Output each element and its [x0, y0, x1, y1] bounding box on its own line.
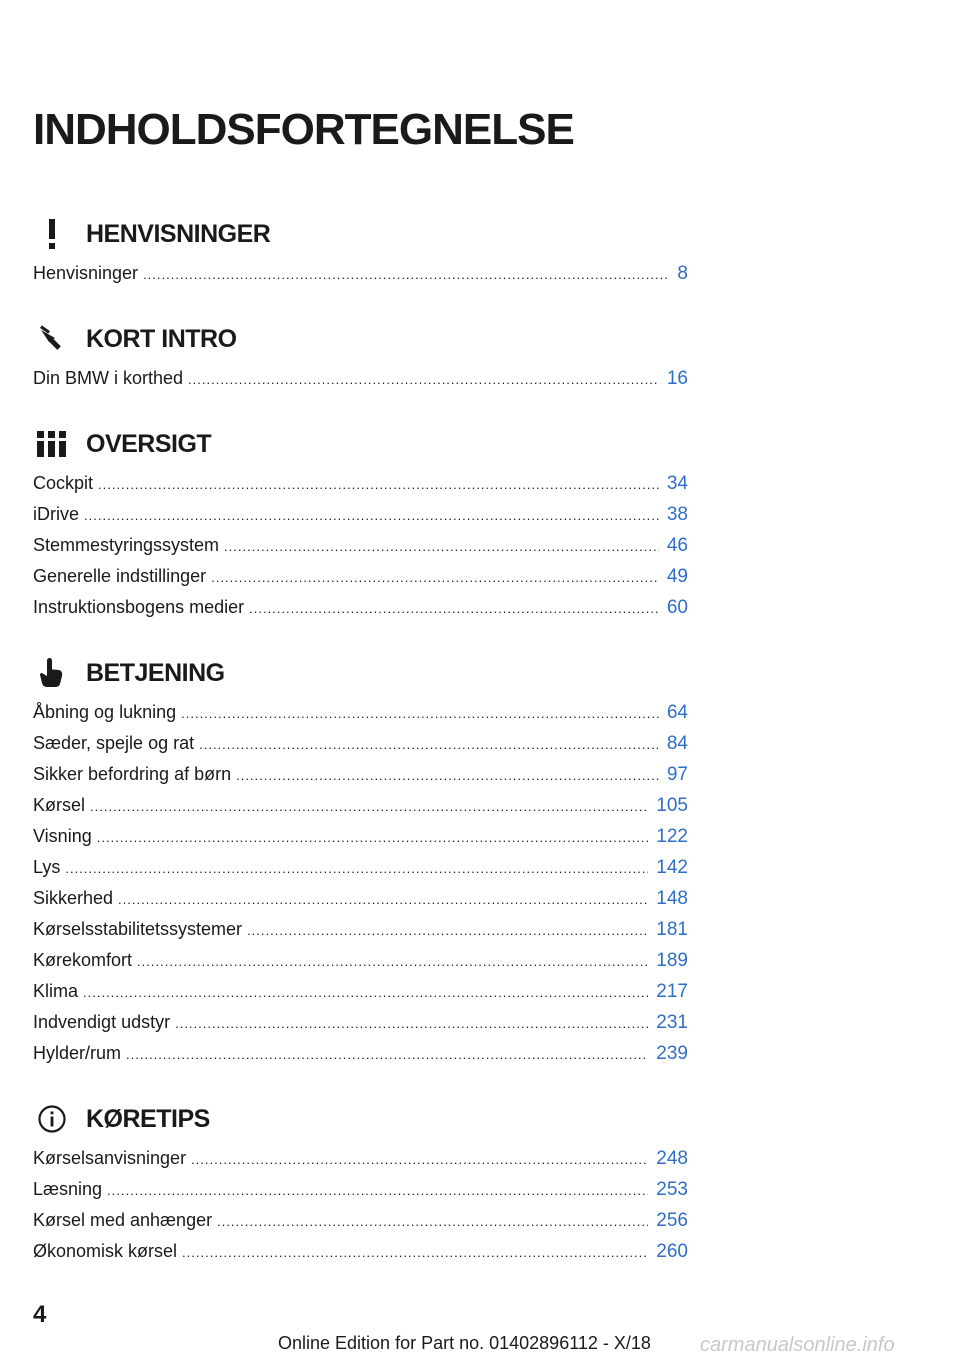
toc-entry-page[interactable]: 16 [666, 368, 688, 389]
toc-entry-page[interactable]: 181 [656, 919, 688, 940]
toc-entry-label: Åbning og lukning [33, 702, 177, 722]
car-front-icon [33, 321, 71, 357]
toc-entry[interactable] [33, 852, 688, 883]
section-title: OVERSIGT [86, 429, 212, 458]
toc-entry-label: Kørsel med anhænger [33, 1210, 213, 1230]
section-oversigt [33, 420, 688, 623]
exclamation-icon [33, 216, 71, 252]
toc-entry[interactable] [33, 592, 688, 623]
section-title: HENVISNINGER [86, 219, 271, 248]
toc-entry-label: Klima [33, 981, 79, 1001]
toc-entry[interactable] [33, 821, 688, 852]
toc-entry[interactable] [33, 728, 688, 759]
grid-icon [33, 426, 71, 462]
toc-entry[interactable] [33, 561, 688, 592]
page-title: INDHOLDSFORTEGNELSE [33, 105, 574, 154]
leader-dots [211, 562, 659, 593]
toc-entry-page[interactable]: 239 [656, 1043, 688, 1064]
leader-dots [236, 760, 659, 791]
leader-dots [247, 915, 648, 946]
leader-dots [182, 1237, 648, 1268]
page-number: 4 [33, 1301, 47, 1328]
toc-entry-label: Hylder/rum [33, 1043, 122, 1063]
section-header [33, 420, 688, 468]
toc-entry-page[interactable]: 231 [656, 1012, 688, 1033]
leader-dots [175, 1008, 648, 1039]
toc-entry-page[interactable]: 122 [656, 826, 688, 847]
toc-entry-label: Økonomisk kørsel [33, 1241, 178, 1261]
toc-entry[interactable] [33, 883, 688, 914]
toc-entry-label: Cockpit [33, 473, 94, 493]
section-kort-intro [33, 315, 688, 394]
toc-entry-page[interactable]: 260 [656, 1241, 688, 1262]
section-henvisninger [33, 210, 688, 289]
leader-dots [65, 853, 648, 884]
section-title: KORT INTRO [86, 324, 237, 353]
section-header [33, 210, 688, 258]
toc-entry-label: Henvisninger [33, 263, 139, 283]
toc-entry-label: Kørselsstabilitetssystemer [33, 919, 243, 939]
toc-entry-page[interactable]: 8 [677, 263, 688, 284]
toc-entry-page[interactable]: 148 [656, 888, 688, 909]
toc-entry-label: Din BMW i korthed [33, 368, 184, 388]
toc-entry[interactable] [33, 697, 688, 728]
toc-entry-label: Kørsel [33, 795, 86, 815]
leader-dots [107, 1175, 648, 1206]
toc-entry[interactable] [33, 976, 688, 1007]
toc-entry-page[interactable]: 217 [656, 981, 688, 1002]
section-koeretips [33, 1095, 688, 1267]
leader-dots [199, 729, 659, 760]
toc-entry[interactable] [33, 363, 688, 394]
toc-entry[interactable] [33, 1236, 688, 1267]
leader-dots [181, 698, 659, 729]
toc-entry-page[interactable]: 248 [656, 1148, 688, 1169]
info-icon [33, 1101, 71, 1137]
toc-entry-page[interactable]: 34 [666, 473, 688, 494]
toc-entry-page[interactable]: 253 [656, 1179, 688, 1200]
toc-entry[interactable] [33, 945, 688, 976]
toc-entry-label: Stemmestyringssystem [33, 535, 220, 555]
section-header [33, 649, 688, 697]
leader-dots [137, 946, 648, 977]
leader-dots [191, 1144, 648, 1175]
toc-entry-label: Kørekomfort [33, 950, 133, 970]
toc-entry-page[interactable]: 49 [666, 566, 688, 587]
watermark: carmanualsonline.info [700, 1334, 895, 1356]
toc-entry[interactable] [33, 1174, 688, 1205]
table-of-contents [33, 210, 688, 1293]
toc-entry-label: Indvendigt udstyr [33, 1012, 171, 1032]
toc-entry-page[interactable]: 256 [656, 1210, 688, 1231]
leader-dots [217, 1206, 648, 1237]
section-title: BETJENING [86, 658, 225, 687]
leader-dots [249, 593, 659, 624]
toc-entry[interactable] [33, 914, 688, 945]
leader-dots [118, 884, 648, 915]
toc-entry-page[interactable]: 60 [666, 597, 688, 618]
toc-entry-label: Sæder, spejle og rat [33, 733, 195, 753]
toc-entry-page[interactable]: 84 [666, 733, 688, 754]
hand-pointer-icon [33, 655, 71, 691]
toc-entry-label: Lys [33, 857, 61, 877]
toc-entry-page[interactable]: 97 [666, 764, 688, 785]
toc-entry[interactable] [33, 1007, 688, 1038]
footer-edition: Online Edition for Part no. 01402896112 - X/18 [278, 1333, 651, 1353]
toc-entry-page[interactable]: 105 [656, 795, 688, 816]
toc-entry-page[interactable]: 189 [656, 950, 688, 971]
toc-entry-label: Sikker befordring af børn [33, 764, 232, 784]
toc-entry-label: iDrive [33, 504, 80, 524]
toc-entry[interactable] [33, 258, 688, 289]
toc-entry-page[interactable]: 142 [656, 857, 688, 878]
toc-entry-label: Generelle indstillinger [33, 566, 207, 586]
toc-entry[interactable] [33, 468, 688, 499]
leader-dots [126, 1039, 648, 1070]
toc-entry[interactable] [33, 499, 688, 530]
toc-entry[interactable] [33, 1143, 688, 1174]
toc-entry-label: Kørselsanvisninger [33, 1148, 187, 1168]
leader-dots [98, 469, 659, 500]
section-header [33, 315, 688, 363]
toc-entry[interactable] [33, 759, 688, 790]
leader-dots [224, 531, 659, 562]
section-title: KØRETIPS [86, 1104, 210, 1133]
toc-entry-label: Instruktionsbogens medier [33, 597, 245, 617]
leader-dots [143, 259, 669, 290]
toc-entry-page[interactable]: 38 [666, 504, 688, 525]
toc-entry[interactable] [33, 530, 688, 561]
section-betjening [33, 649, 688, 1069]
toc-entry-page[interactable]: 64 [666, 702, 688, 723]
toc-entry-label: Læsning [33, 1179, 103, 1199]
toc-entry[interactable] [33, 1205, 688, 1236]
leader-dots [83, 977, 648, 1008]
section-header [33, 1095, 688, 1143]
toc-entry-page[interactable]: 46 [666, 535, 688, 556]
toc-entry[interactable] [33, 1038, 688, 1069]
toc-entry-label: Visning [33, 826, 92, 846]
leader-dots [97, 822, 649, 853]
leader-dots [84, 500, 659, 531]
toc-entry[interactable] [33, 790, 688, 821]
toc-entry-label: Sikkerhed [33, 888, 114, 908]
leader-dots [90, 791, 648, 822]
leader-dots [188, 364, 659, 395]
